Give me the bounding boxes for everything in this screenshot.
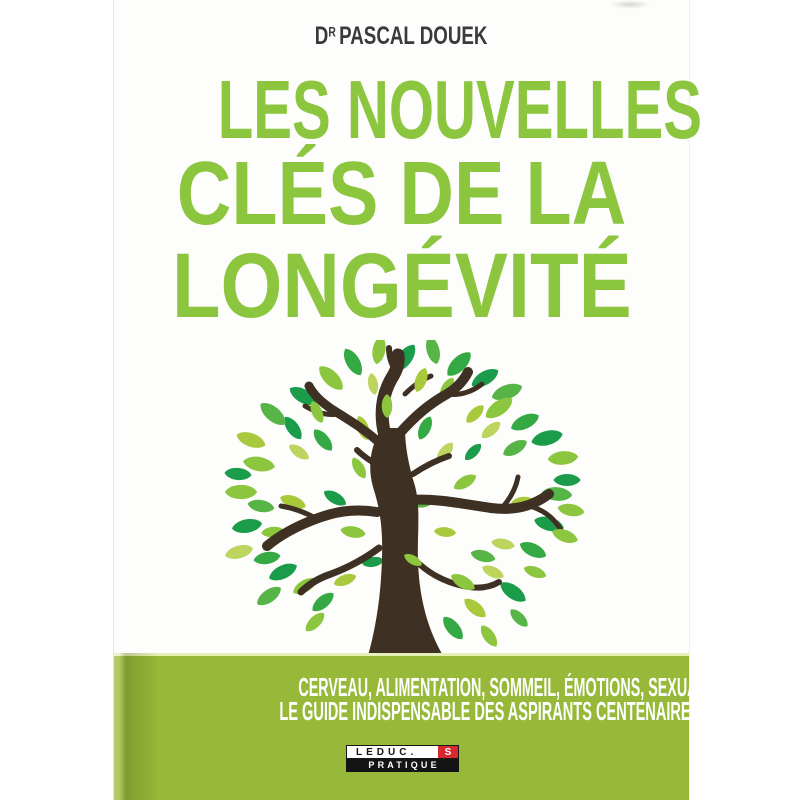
- tree-illustration: [216, 340, 592, 662]
- publisher-logo: [346, 745, 459, 772]
- publisher-s-badge: S: [438, 746, 458, 758]
- subtitle-banner: [114, 653, 750, 800]
- publisher-logo-top-row: [346, 745, 459, 759]
- author-superscript: R: [328, 24, 337, 40]
- author-line: [114, 24, 689, 49]
- author-prefix: D: [315, 22, 329, 50]
- publisher-name: LEDUC.: [356, 747, 418, 758]
- subtitle-line-1: CERVEAU, ALIMENTATION, SOMMEIL, ÉMOTIONS, SEXUALITÉ... :: [298, 672, 750, 702]
- title-line-2: CLÉS DE LA: [176, 144, 627, 244]
- publisher-imprint: PRATIQUE: [346, 759, 459, 772]
- subtitle-line-2: LE GUIDE INDISPENSABLE DES ASPIRANTS CENTENAIRES: [279, 696, 701, 726]
- title-line-3: LONGÉVITÉ: [171, 235, 632, 337]
- scan-artifact: [609, 0, 651, 9]
- book-cover: [113, 0, 750, 800]
- author-name: PASCAL DOUEK: [339, 22, 488, 50]
- title-line-1: LES NOUVELLES: [217, 63, 703, 156]
